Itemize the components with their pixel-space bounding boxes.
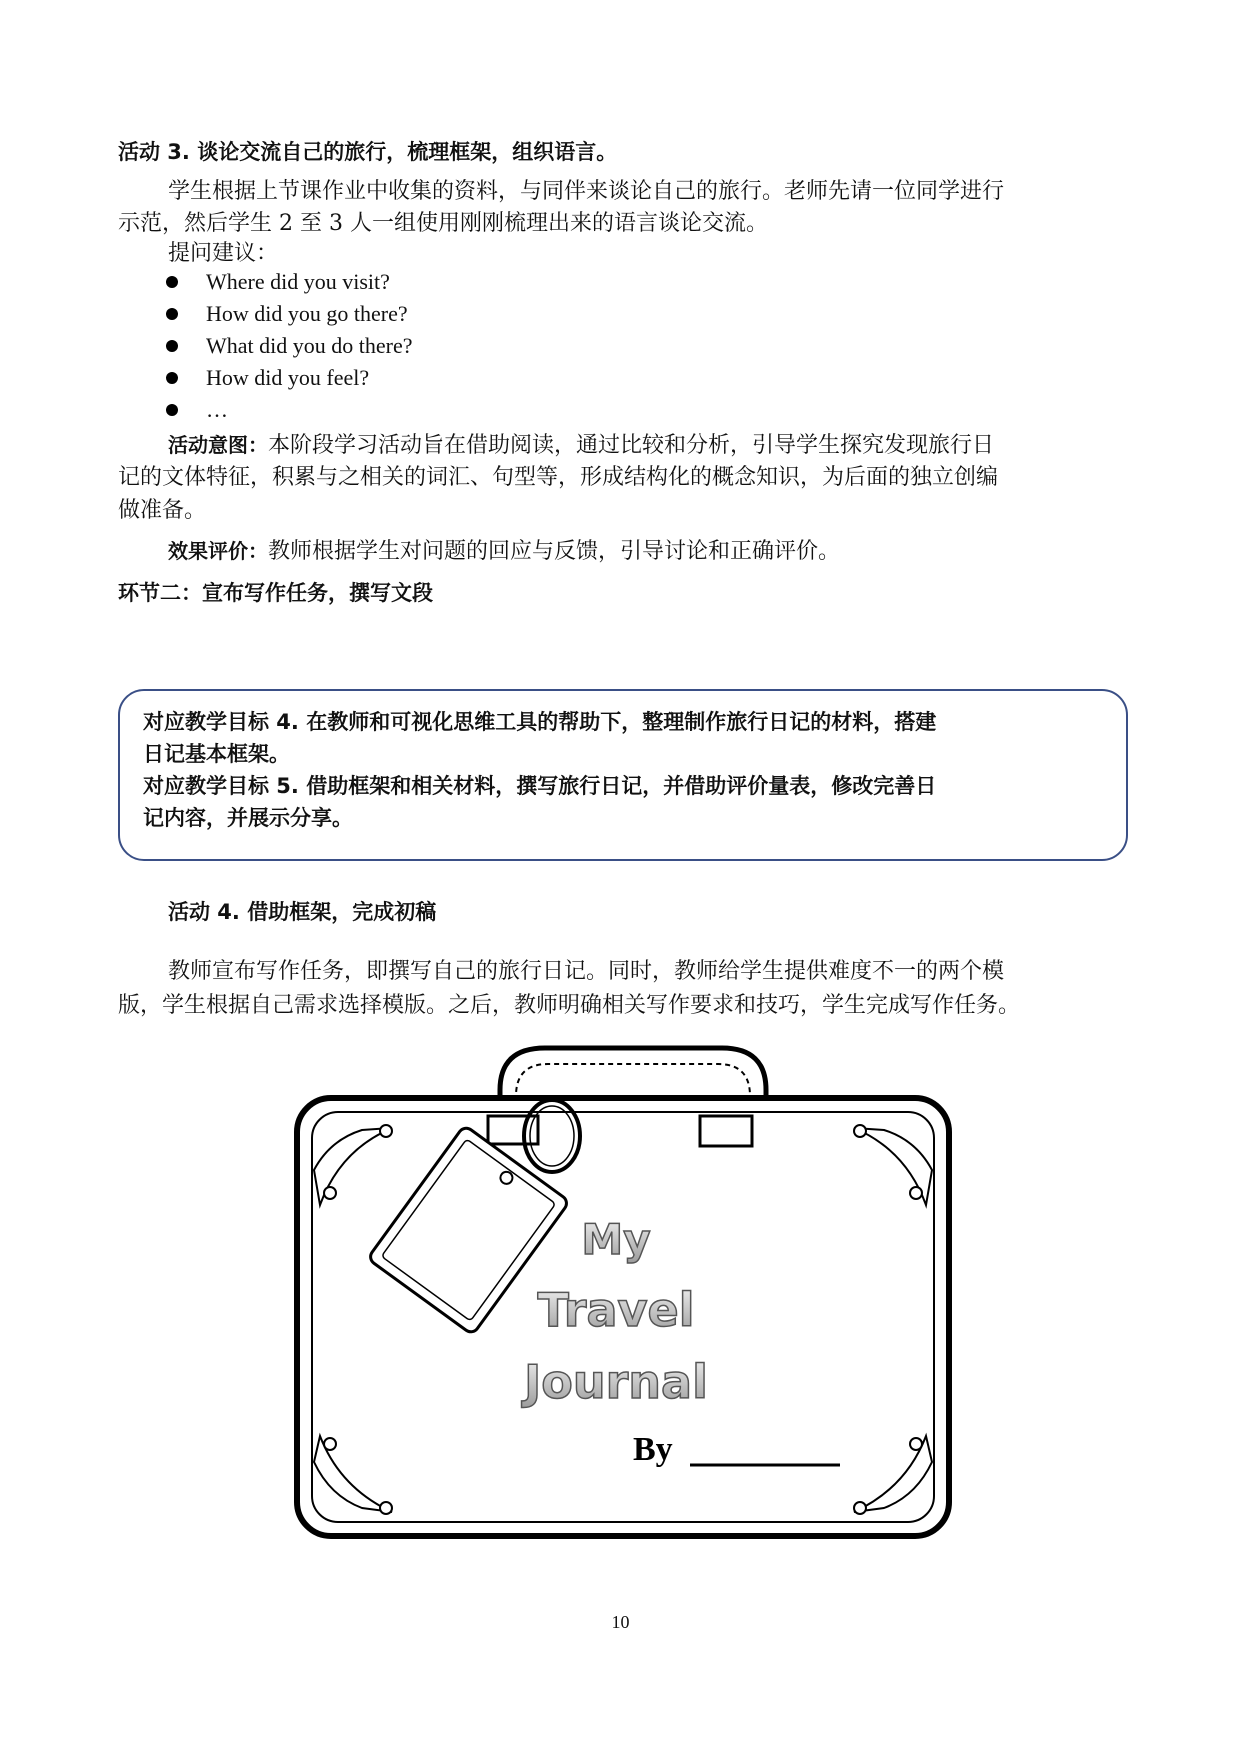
- goal5-line1: 对应教学目标 5. 借助框架和相关材料，撰写旅行日记，并借助评价量表，修改完善日: [143, 774, 937, 798]
- activity3-paragraph-line1: 学生根据上节课作业中收集的资料，与同伴来谈论自己的旅行。老师先请一位同学进行: [168, 179, 1005, 204]
- activity4-paragraph-line1: 教师宣布写作任务，即撰写自己的旅行日记。同时，教师给学生提供难度不一的两个模: [168, 959, 1005, 984]
- list-item: How did you go there?: [160, 298, 413, 330]
- intent-label: 活动意图：: [168, 433, 268, 457]
- activity4-paragraph-line2: 版，学生根据自己需求选择模版。之后，教师明确相关写作要求和技巧，学生完成写作任务。: [118, 993, 1021, 1018]
- activity3-paragraph-line2: 示范，然后学生 2 至 3 人一组使用刚刚梳理出来的语言谈论交流。: [118, 211, 768, 236]
- activity3-heading: 活动 3. 谈论交流自己的旅行，梳理框架，组织语言。: [118, 140, 618, 164]
- page-number: 10: [611, 1612, 630, 1632]
- journal-title-line2: Travel: [537, 1283, 695, 1337]
- goal4-line2: 日记基本框架。: [143, 742, 290, 766]
- goal5-line2: 记内容，并展示分享。: [143, 806, 353, 830]
- list-item: How did you feel?: [160, 362, 413, 394]
- evaluation-paragraph: 效果评价：教师根据学生对问题的回应与反馈，引导讨论和正确评价。: [168, 539, 841, 564]
- by-label: By: [633, 1431, 673, 1468]
- list-item: Where did you visit?: [160, 266, 413, 298]
- intent-paragraph-line2: 记的文体特征，积累与之相关的词汇、句型等，形成结构化的概念知识，为后面的独立创编: [118, 465, 999, 490]
- list-item: What did you do there?: [160, 330, 413, 362]
- intent-paragraph-line1: 活动意图：本阶段学习活动旨在借助阅读，通过比较和分析，引导学生探究发现旅行日: [168, 433, 995, 458]
- intent-paragraph-line3: 做准备。: [118, 498, 207, 523]
- journal-title-line1: My: [581, 1215, 651, 1264]
- activity4-heading: 活动 4. 借助框架，完成初稿: [168, 900, 437, 924]
- evaluation-label: 效果评价：: [168, 539, 268, 563]
- prompt-label: 提问建议：: [168, 241, 279, 266]
- list-item: …: [160, 394, 413, 426]
- goal4-line1: 对应教学目标 4. 在教师和可视化思维工具的帮助下，整理制作旅行日记的材料，搭建: [143, 710, 937, 734]
- journal-title-line3: Journal: [524, 1355, 708, 1409]
- section2-heading: 环节二：宣布写作任务，撰写文段: [118, 581, 433, 605]
